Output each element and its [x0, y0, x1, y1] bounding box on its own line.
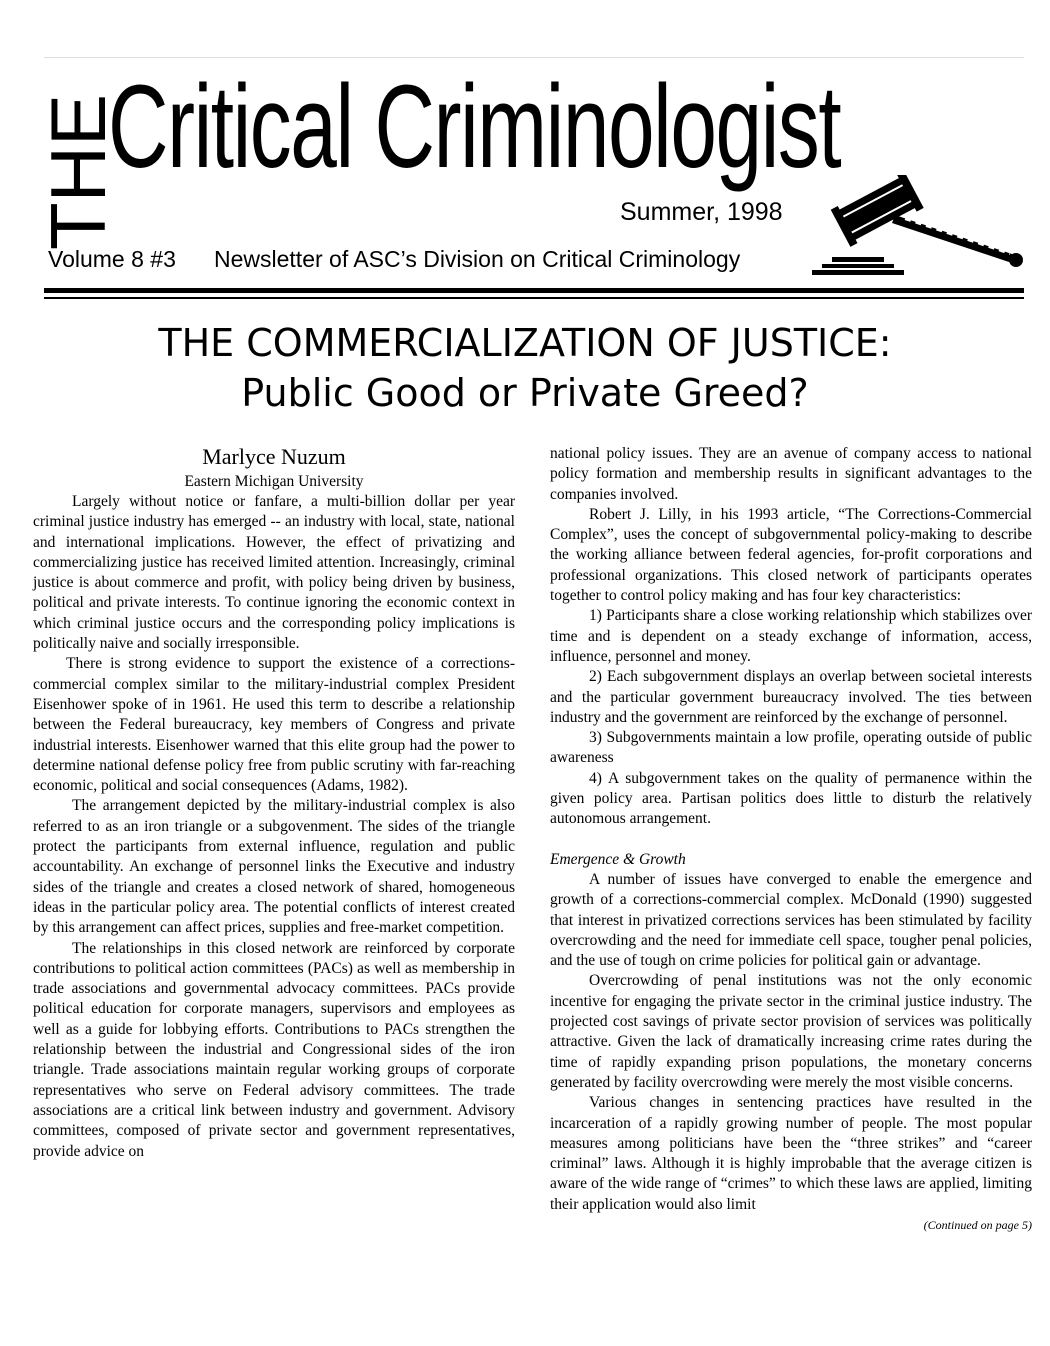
right-column	[550, 444, 1032, 1233]
headline-line-1: THE COMMERCIALIZATION OF JUSTICE:	[158, 321, 892, 365]
continued-note: (Continued on page 5)	[923, 1217, 1032, 1232]
characteristic-item: 3) Subgovernments maintain a low profile, operating outside of public awareness	[550, 729, 1032, 767]
author-name: Marlyce Nuzum	[202, 444, 346, 469]
section-subhead: Emergence & Growth	[550, 850, 686, 868]
paragraph: The arrangement depicted by the military-industrial complex is also referred to as an iron triangle or a subgovenment. The sides of the triangle protect the participants from external influence, regulation and public accountability. An exchange of personnel links the Executive and industry sides of the triangle and creates a closed network of shared, homogeneous ideas in the particular policy area. The potential conflicts of interest created by this arrangement can affect prices, supplies and free-market competition.	[33, 797, 515, 937]
header-rule-thick	[44, 288, 1024, 293]
paragraph: national policy issues. They are an avenue of company access to national policy formation and membership results in significant advantages to the companies involved.	[550, 445, 1032, 503]
gavel-icon	[810, 175, 1030, 280]
header-rule-thin	[44, 297, 1024, 299]
paragraph: Robert J. Lilly, in his 1993 article, “The Corrections-Commercial Complex”, uses the concept of subgovernmental policy-making to describe the working alliance between federal agencies, for-profit corporations and professional organizations. This closed network of participants operates together to control policy making and has four key characteristics:	[550, 505, 1032, 605]
paragraph: Various changes in sentencing practices have resulted in the incarceration of a rapidly growing number of people. The most popular measures among politicians have been the “three strikes” and “career criminal” laws. Although it is highly improbable that the average citizen is aware of the wide range of “crimes” to which these laws are applied, limiting their application would also limit	[550, 1094, 1032, 1213]
newsletter-subtitle: Newsletter of ASC’s Division on Critical Criminology	[214, 246, 741, 272]
author-affiliation: Eastern Michigan University	[184, 473, 364, 490]
left-column	[33, 442, 515, 1162]
characteristic-item: 1) Participants share a close working relationship which stabilizes over time and is dependent on a steady exchange of information, access, influence, personnel and money.	[550, 607, 1032, 665]
characteristic-item: 2) Each subgovernment displays an overlap between societal interests and the particular government bureaucracy involved. The ties between industry and the government are reinforced by the exchange of personnel.	[550, 668, 1032, 726]
issue-date: Summer, 1998	[620, 198, 783, 226]
characteristic-item: 4) A subgovernment takes on the quality of permanence within the given policy area. Partisan politics does little to disturb the relatively autonomous arrangement.	[550, 769, 1032, 828]
paragraph: A number of issues have converged to enable the emergence and growth of a corrections-commercial complex. McDonald (1990) suggested that interest in privatized corrections services has been stimulated by facility overcrowding and the need for immediate cell space, tougher penal policies, and the use of tough on crime policies for political gain or advantage.	[550, 870, 1032, 970]
masthead-title: Critical Criminologist	[108, 61, 841, 193]
paragraph: The relationships in this closed network are reinforced by corporate contributions to political action committees (PACs) as well as membership in trade associations and governmental advocacy committees. PACs provide political education for corporate managers, supervisors and employees as well as a guide for lobbying efforts. Contributions to PACs strengthen the relationship between the industrial and Congressional sides of the iron triangle. Trade associations maintain regular working groups of corporate representatives who serve on Federal advisory committees. The trade associations are a critical link between industry and government. Advisory committees, composed of private sector and government representatives, provide advice on	[33, 939, 515, 1160]
volume-number: Volume 8 #3	[48, 246, 176, 272]
paragraph: Overcrowding of penal institutions was not the only economic incentive for engaging the private sector in the criminal justice industry. The projected cost savings of private sector provision of services was politically attractive. Given the lack of dramatically increasing crime rates during the time of rapidly expanding prison populations, the monetary concerns generated by facility overcrowding were merely the most visible concerns.	[550, 972, 1032, 1091]
masthead-the: THE	[34, 94, 122, 250]
paragraph: Largely without notice or fanfare, a multi-billion dollar per year criminal justice industry has emerged -- an industry with local, state, national and international implications. However, the effect of privatizing and commercializing justice has received limited attention. Increasingly, criminal justice is about commerce and profit, with policy being driven by business, political and private interests. To continue ignoring the economic context in which criminal justice occurs and the corresponding policy implications is politically naive and socially irresponsible.	[33, 493, 515, 653]
headline-line-2: Public Good or Private Greed?	[241, 371, 809, 415]
paragraph: There is strong evidence to support the existence of a corrections-commercial complex similar to the military-industrial complex President Eisenhower spoke of in 1961. He used this term to describe a relationship between the Federal bureaucracy, key members of Congress and private industrial interests. Eisenhower warned that this elite group had the power to determine national defense policy free from public scrutiny with far-reaching economic, political and social consequences (Adams, 1982).	[33, 655, 515, 795]
article-headline	[0, 318, 1050, 418]
